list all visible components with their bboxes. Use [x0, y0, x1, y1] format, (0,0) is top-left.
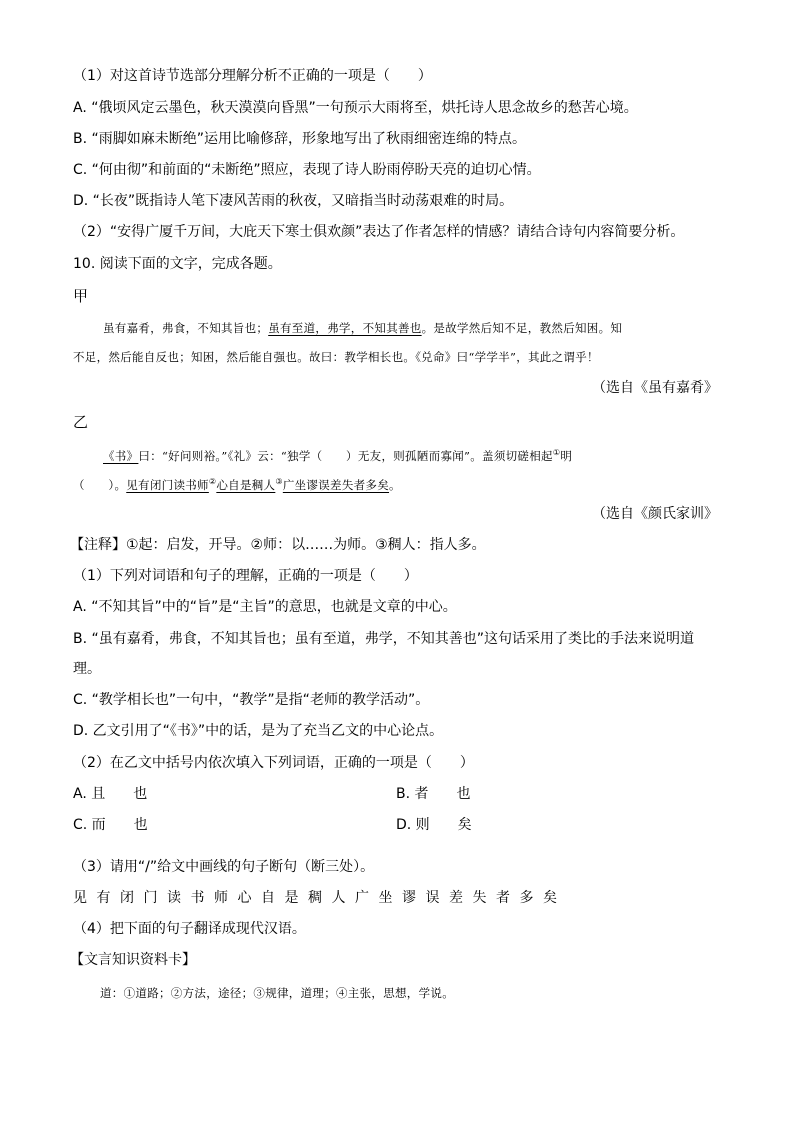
q10-sub1-option-b: B. “虽有嘉肴，弗食，不知其旨也；虽有至道，弗学，不知其善也”这句话采用了类比的手法来说明道: [73, 631, 695, 647]
knowledge-card-title: 【文言知识资料卡】: [70, 952, 196, 968]
passage-yi-label: 乙: [73, 413, 89, 431]
q10-sub3-sentence: 见有闭门读书师心自是稠人广坐谬误差失者多矣: [73, 890, 567, 906]
footnote-marker-2: ②: [208, 477, 217, 486]
passage-yi-line1: [103, 443, 572, 466]
q10-title: 10. 阅读下面的文字，完成各题。: [73, 256, 282, 272]
q10-sub2: （2）在乙文中括号内依次填入下列词语，正确的一项是（ ）: [73, 755, 474, 771]
q10-sub2-option-d: D. 则 矣: [396, 817, 472, 833]
annotation-notes: 【注释】①起：启发，开导。②师：以……为师。③稠人：指人多。: [70, 537, 486, 553]
q9-option-b: B. “雨脚如麻未断绝”运用比喻修辞，形象地写出了秋雨细密连绵的特点。: [73, 131, 527, 147]
footnote-marker-1: ①: [552, 448, 561, 457]
yi-book-title: 《书》: [103, 448, 139, 463]
jia-underlined-sentence: 虽有至道，弗学，不知其善也: [268, 321, 422, 335]
passage-jia-source: （选自《虽有嘉肴》: [592, 380, 718, 396]
q9-sub2: （2）“安得广厦千万间，大庇天下寒士俱欢颜”表达了作者怎样的情感？请结合诗句内容简要分析。: [73, 224, 685, 240]
yi-underlined-2: 心自是稠人: [216, 477, 276, 492]
q10-sub1-option-c: C. “教学相长也”一句中，“教学”是指“老师的教学活动”。: [73, 692, 430, 708]
yi-blank: （ ）。: [73, 477, 127, 492]
q10-sub3: （3）请用“/”给文中画线的句子断句（断三处）。: [73, 859, 375, 875]
jia-text-b: 。是故学然后知不足，教然后知困。知: [421, 321, 623, 335]
passage-jia-label: 甲: [73, 287, 89, 305]
q9-sub1: （1）对这首诗节选部分理解分析不正确的一项是（ ）: [73, 68, 432, 84]
yi-text-end: 。: [389, 477, 401, 492]
jia-text-a: 虽有嘉肴，弗食，不知其旨也；: [103, 321, 269, 335]
q10-sub4: （4）把下面的句子翻译成现代汉语。: [73, 921, 306, 937]
yi-underlined-3: 广坐谬误差失者多矣: [282, 477, 390, 492]
yi-text-b: 明: [560, 448, 573, 463]
q10-sub2-option-c: C. 而 也: [73, 817, 148, 833]
q10-sub1-option-a: A. “不知其旨”中的“旨”是“主旨”的意思，也就是文章的中心。: [73, 599, 457, 615]
footnote-marker-3: ③: [275, 477, 283, 486]
q9-option-d: D. “长夜”既指诗人笔下凄风苦雨的秋夜，又暗指当时动荡艰难的时局。: [73, 193, 514, 209]
passage-jia-line1: [103, 318, 622, 338]
yi-underlined-1: 见有闭门读书师: [126, 477, 209, 492]
q10-sub1-option-d: D. 乙文引用了“《书》”中的话，是为了充当乙文的中心论点。: [73, 723, 444, 739]
passage-yi-line2: [73, 472, 401, 495]
q9-option-a: A. “俄顷风定云墨色，秋天漠漠向昏黑”一句预示大雨将至，烘托诗人思念故乡的愁苦心境。: [73, 100, 638, 116]
passage-jia-line2: 不足，然后能自反也；知困，然后能自强也。故曰：教学相长也。《兑命》曰“学学半”，其此之谓乎！: [73, 350, 599, 364]
q10-sub2-option-a: A. 且 也: [73, 786, 148, 802]
knowledge-card-text: 道：①道路；②方法，途径；③规律，道理；④主张，思想，学说。: [100, 986, 454, 1000]
passage-yi-source: （选自《颜氏家训》: [592, 506, 718, 522]
q10-sub2-option-b: B. 者 也: [396, 786, 471, 802]
q10-sub1: （1）下列对词语和句子的理解，正确的一项是（ ）: [73, 568, 418, 584]
yi-text-a: 曰：“好问则裕。”《礼》云：“独学（ ）无友，则孤陋而寡闻”。盖须切磋相起: [138, 448, 553, 463]
q10-sub1-option-b-cont: 理。: [73, 661, 101, 677]
q9-option-c: C. “何由彻”和前面的“未断绝”照应，表现了诗人盼雨停盼天亮的迫切心情。: [73, 162, 541, 178]
